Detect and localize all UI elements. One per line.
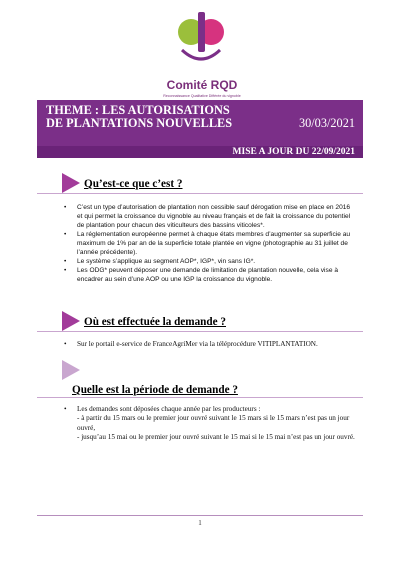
logo-tagline: Reconnaissance Qualitative Différée du vignoble [163,94,241,98]
period-intro: Les demandes sont déposées chaque année par les producteurs : [77,405,261,413]
list-item: • C’est un type d’autorisation de plantation non cessible sauf dérogation mise en place en 2016 et qui permet la croissance du vignoble au niveau français et de fait la croissance du potentiel de plantation pour chacun des viticulteurs des bassins viticoles*. [62,203,352,230]
section-marker-icon [62,360,80,380]
section-divider [37,331,363,332]
list-item: • Les ODG* peuvent déposer une demande de limitation de plantation nouvelle, cela vise à encadrer au sein d’une AOP ou une IGP la croissance du vignoble. [62,266,352,284]
section-marker-icon [62,173,80,193]
list-item: • La réglementation européenne permet à chaque états membres d’augmenter sa superficie au maximum de 1% par an de la superficie totale plantée en vigne (photographie au 31 juillet de l’année précédente). [62,230,352,257]
period-start: - à partir du 15 mars ou le premier jour ouvré suivant le 15 mars si le 15 mars n’est pas un jour ouvré, [77,414,350,432]
section-title-where: Où est effectuée la demande ? [84,316,226,328]
section-divider [37,397,363,398]
logo-name: Comité RQD [166,78,238,92]
list-item: • Sur le portail e-service de FranceAgriMer via la téléprocédure VITIPLANTATION. [62,340,352,349]
section-marker-icon [62,311,80,331]
list-item: • Le système s’applique au segment AOP*, IGP*, vin sans IG*. [62,257,352,266]
section-title-what: Qu’est-ce que c’est ? [84,178,183,190]
logo [163,10,241,110]
period-end: - jusqu’au 15 mai ou le premier jour ouvré suivant le 15 mai si le 15 mai n’est pas un jour ouvré. [77,433,355,442]
section-list-when [62,405,357,443]
section-title-when: Quelle est la période de demande ? [72,384,238,396]
document-date: 30/03/2021 [298,116,355,130]
page-number: 1 [198,519,202,527]
list-item [62,405,357,443]
footer-divider [37,515,363,516]
section-list-what [62,203,352,284]
update-date: MISE A JOUR DU 22/09/2021 [37,146,363,158]
section-divider [37,193,363,194]
section-list-where [62,340,352,349]
page-title: THEME : LES AUTORISATIONS DE PLANTATIONS NOUVELLES [46,103,233,130]
rqd-logo-icon [176,10,226,64]
